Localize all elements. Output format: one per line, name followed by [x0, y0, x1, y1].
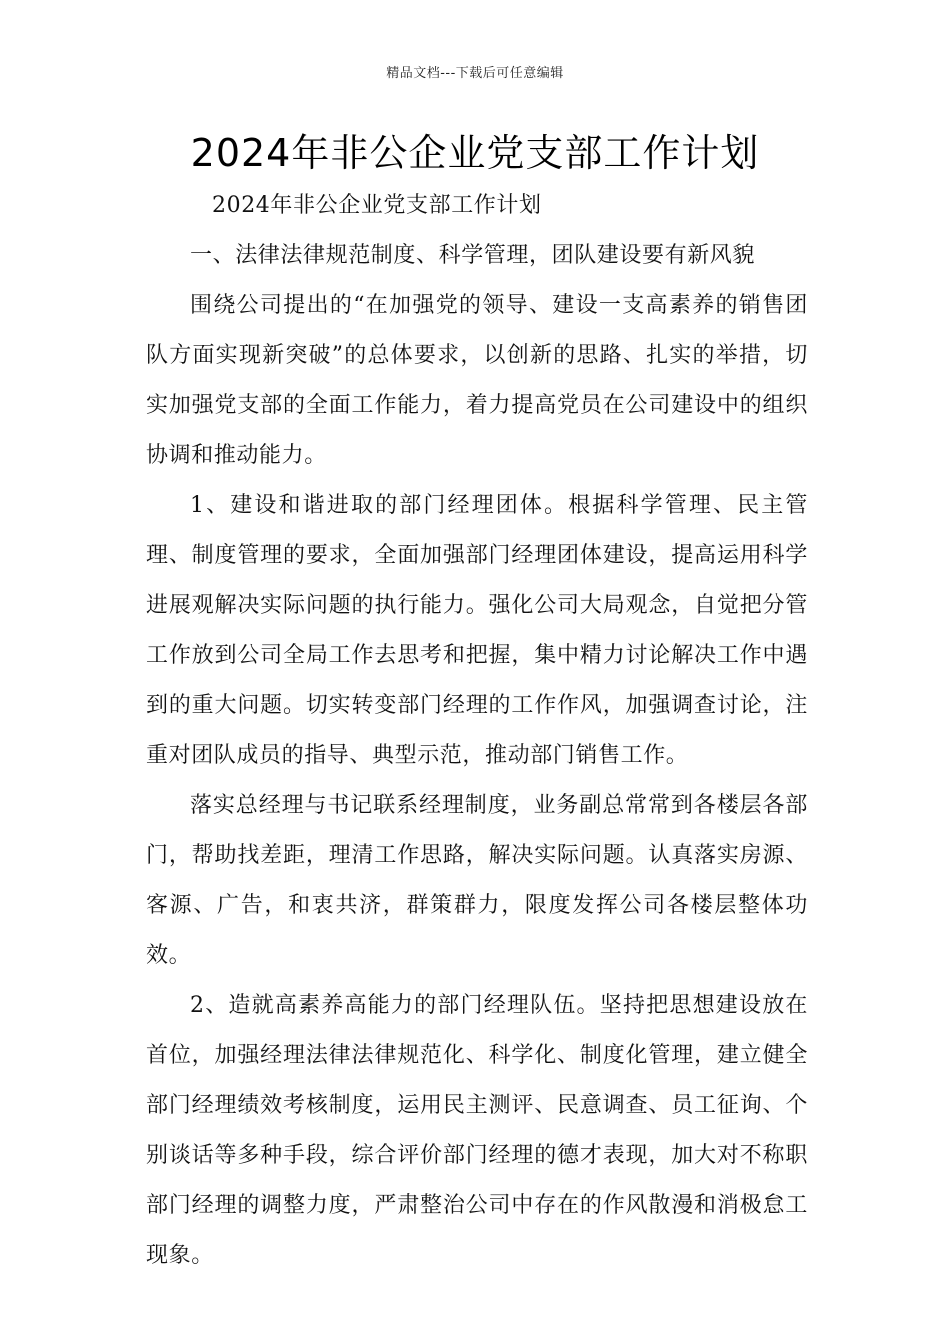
document-body: [146, 181, 808, 1281]
document-title: 2024年非公企业党支部工作计划: [190, 131, 760, 175]
paragraph: 1、建设和谐进取的部门经理团体。根据科学管理、民主管理、制度管理的要求，全面加强部门经理团体建设，提高运用科学进展观解决实际问题的执行能力。强化公司大局观念，自觉把分管工作放到公司全局工作去思考和把握，集中精力讨论解决工作中遇到的重大问题。切实转变部门经理的工作作风，加强调查讨论，注重对团队成员的指导、典型示范，推动部门销售工作。: [146, 493, 808, 768]
paragraph: 落实总经理与书记联系经理制度，业务副总常常到各楼层各部门，帮助找差距，理清工作思路，解决实际问题。认真落实房源、客源、广告，和衷共济，群策群力，限度发挥公司各楼层整体功效。: [146, 793, 808, 968]
section-heading: 一、法律法律规范制度、科学管理，团队建设要有新风貌: [190, 243, 756, 268]
header-note: 精品文档---下载后可任意编辑: [386, 66, 564, 81]
document-subtitle: 2024年非公企业党支部工作计划: [212, 193, 542, 218]
paragraph: 2、造就高素养高能力的部门经理队伍。坚持把思想建设放在首位，加强经理法律法律规范化、科学化、制度化管理，建立健全部门经理绩效考核制度，运用民主测评、民意调查、员工征询、个别谈话等多种手段，综合评价部门经理的德才表现，加大对不称职部门经理的调整力度，严肃整治公司中存在的作风散漫和消极怠工现象。: [146, 993, 808, 1268]
paragraph: 围绕公司提出的“在加强党的领导、建设一支高素养的销售团队方面实现新突破”的总体要求，以创新的思路、扎实的举措，切实加强党支部的全面工作能力，着力提高党员在公司建设中的组织协调和推动能力。: [146, 293, 808, 468]
